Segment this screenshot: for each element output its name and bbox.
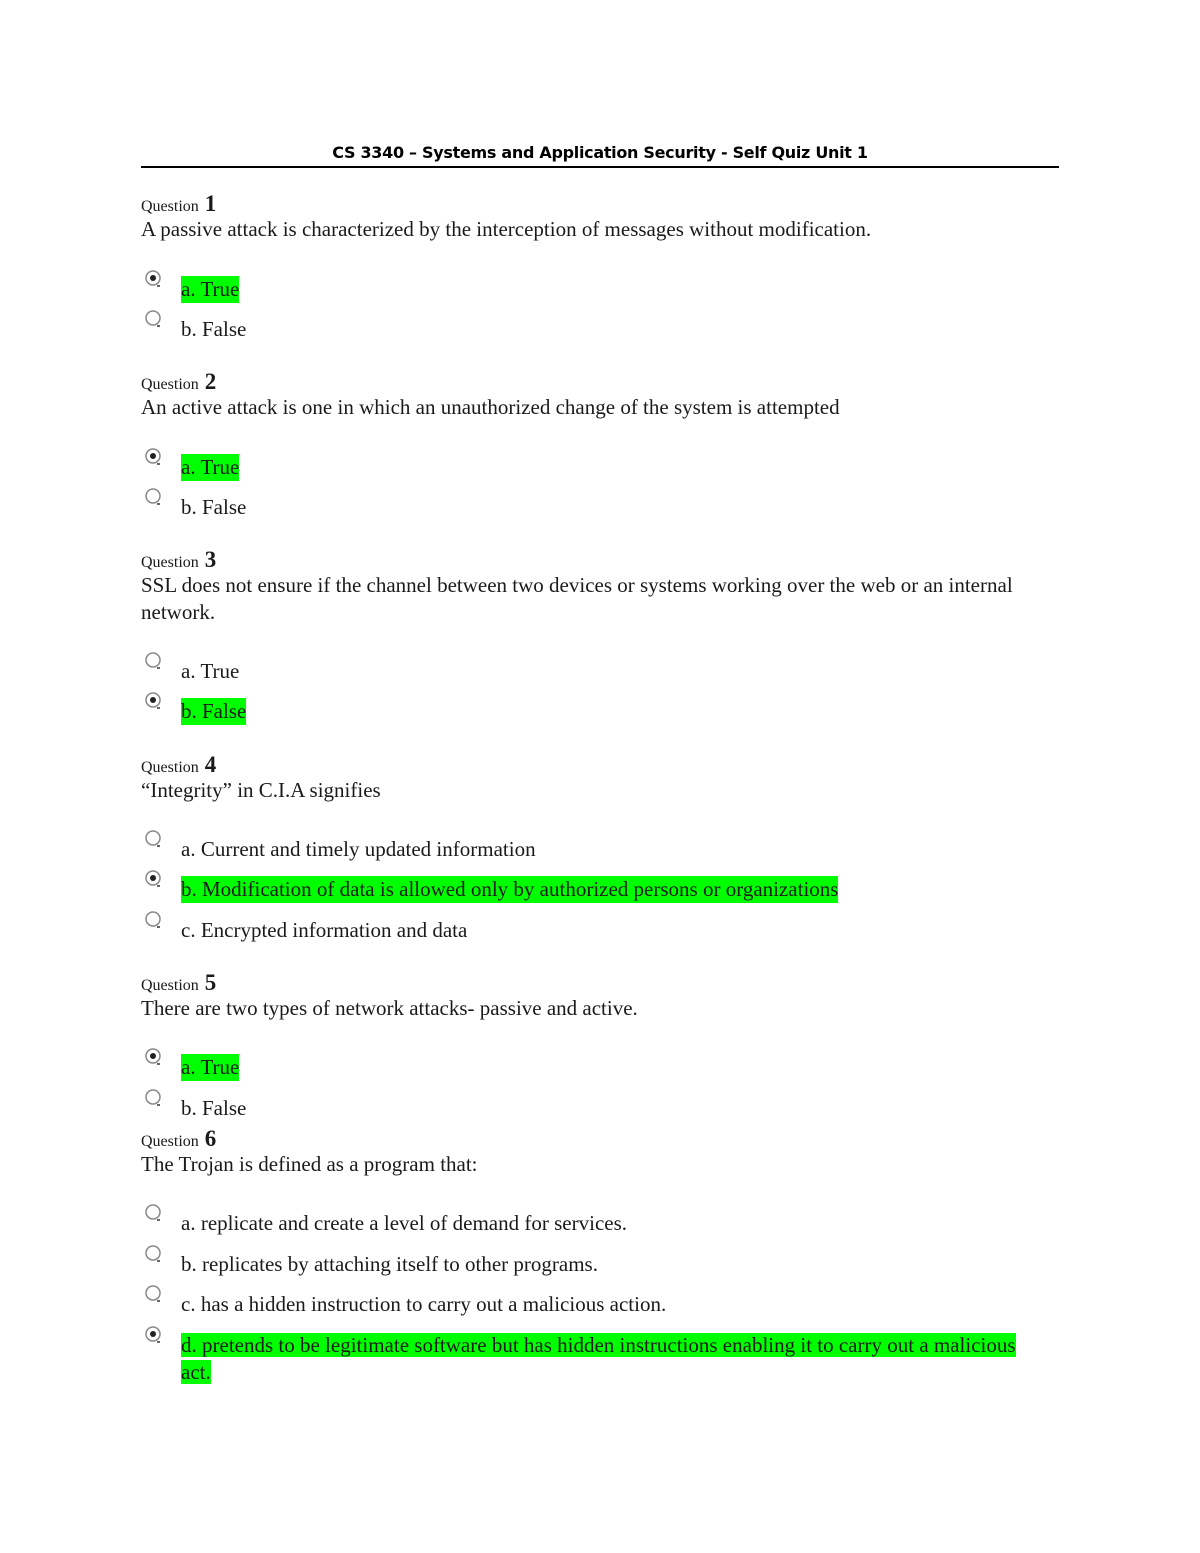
question-number: 6 [204, 1126, 217, 1151]
question-6 [141, 1126, 1059, 1384]
radio-unselected-icon[interactable] [144, 1203, 164, 1223]
option-label: a. True [181, 659, 240, 683]
radio-unselected-icon[interactable] [144, 309, 164, 329]
question-4 [141, 752, 1059, 942]
question-text: There are two types of network attacks- passive and active. [141, 996, 638, 1020]
question-label: Question 4 [141, 752, 217, 777]
option-label: a. True [181, 455, 240, 479]
radio-unselected-icon[interactable] [144, 829, 164, 849]
question-3 [141, 547, 1059, 723]
question-number: 2 [204, 369, 217, 394]
question-text: “Integrity” in C.I.A signifies [141, 778, 381, 802]
page-title: CS 3340 – Systems and Application Security - Self Quiz Unit 1 [332, 143, 868, 162]
option-label: b. False [181, 699, 247, 723]
option-label: c. Encrypted information and data [181, 918, 468, 942]
option-label: c. has a hidden instruction to carry out a malicious action. [181, 1292, 667, 1316]
radio-unselected-icon[interactable] [144, 487, 164, 507]
question-label: Question 2 [141, 369, 217, 394]
option-label: b. False [181, 317, 247, 341]
radio-unselected-icon[interactable] [144, 910, 164, 930]
question-1 [141, 191, 1059, 341]
option-label: a. True [181, 277, 240, 301]
option-label: b. replicates by attaching itself to other programs. [181, 1252, 598, 1276]
question-text: An active attack is one in which an unauthorized change of the system is attempted [141, 395, 840, 419]
radio-unselected-icon[interactable] [144, 1088, 164, 1108]
option-label: a. Current and timely updated information [181, 837, 536, 861]
radio-selected-icon[interactable] [144, 1325, 164, 1345]
option-label: b. False [181, 1096, 247, 1120]
question-number: 4 [204, 752, 217, 777]
question-5 [141, 970, 1059, 1120]
question-label: Question 6 [141, 1126, 217, 1151]
radio-unselected-icon[interactable] [144, 1244, 164, 1264]
title-divider [141, 166, 1059, 168]
question-number: 1 [204, 191, 217, 216]
radio-selected-icon[interactable] [144, 691, 164, 711]
radio-unselected-icon[interactable] [144, 1284, 164, 1304]
option-label: a. replicate and create a level of demand for services. [181, 1211, 628, 1235]
option-label: b. Modification of data is allowed only by authorized persons or organizations [181, 877, 839, 901]
question-number: 5 [204, 970, 217, 995]
question-text: The Trojan is defined as a program that: [141, 1152, 478, 1176]
radio-selected-icon[interactable] [144, 1047, 164, 1067]
question-text: SSL does not ensure if the channel between two devices or systems working over the web or an internal network. [141, 573, 1013, 624]
question-text: A passive attack is characterized by the interception of messages without modification. [141, 217, 872, 241]
option-label: a. True [181, 1055, 240, 1079]
question-label: Question 3 [141, 547, 217, 572]
question-2 [141, 369, 1059, 519]
question-label: Question 5 [141, 970, 217, 995]
question-number: 3 [204, 547, 217, 572]
option-label: b. False [181, 495, 247, 519]
radio-unselected-icon[interactable] [144, 651, 164, 671]
radio-selected-icon[interactable] [144, 869, 164, 889]
option-label-wrapper [181, 1332, 1031, 1386]
question-label: Question 1 [141, 191, 217, 216]
radio-selected-icon[interactable] [144, 269, 164, 289]
radio-selected-icon[interactable] [144, 447, 164, 467]
option-label: d. pretends to be legitimate software but has hidden instructions enabling it to carry out a malicious act. [181, 1333, 1016, 1384]
